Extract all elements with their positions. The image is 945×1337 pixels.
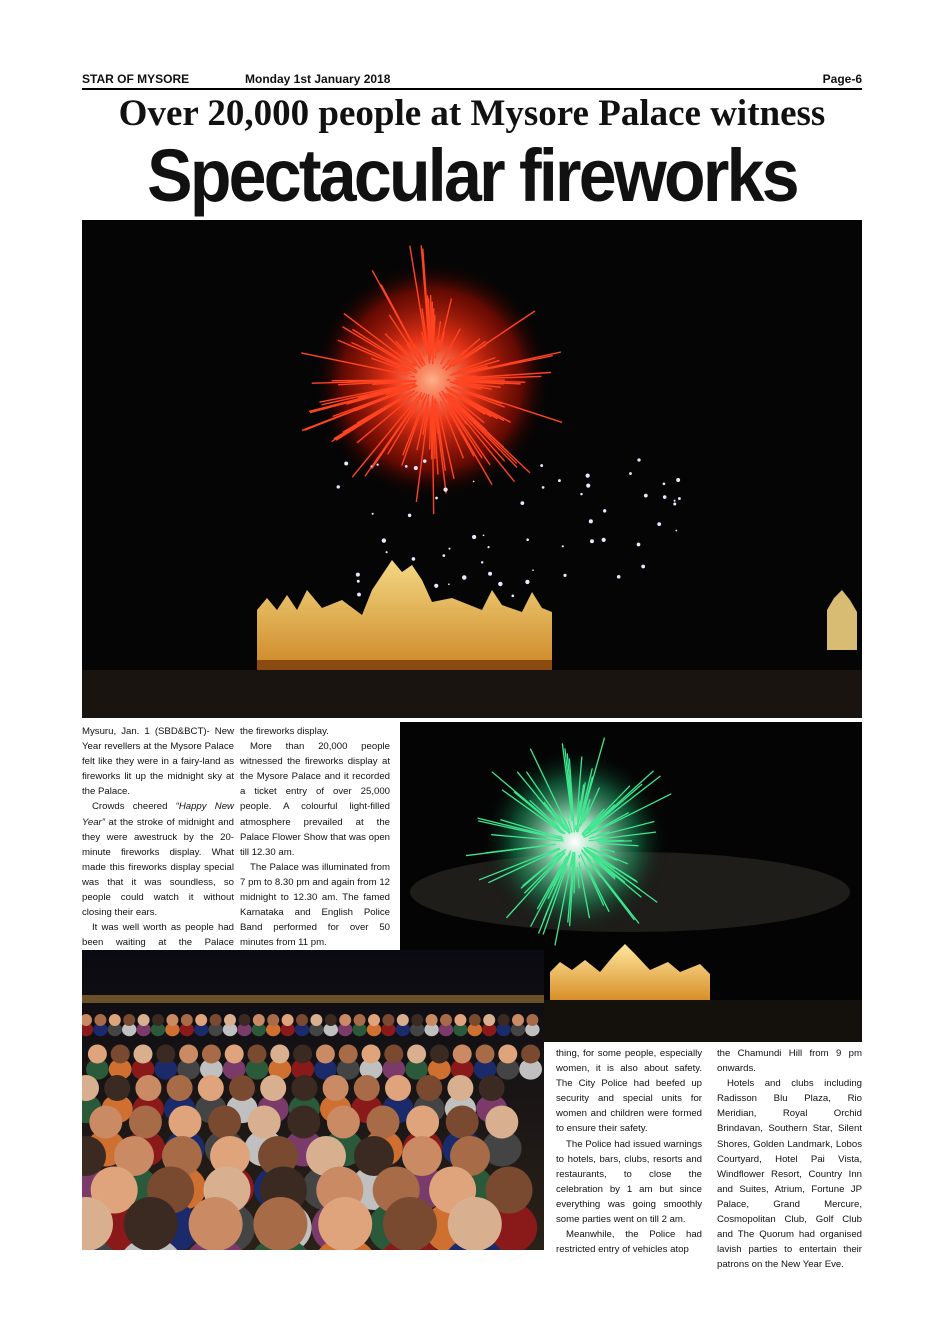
article-column-3: [556, 1046, 702, 1257]
kicker-headline: Over 20,000 people at Mysore Palace witness: [118, 93, 826, 134]
masthead-rule: [82, 88, 862, 90]
newspaper-name: STAR OF MYSORE: [82, 72, 190, 86]
main-fireworks-photo: [82, 220, 862, 718]
article-paragraph: The Police had issued warnings to hotels, bars, clubs, resorts and restaurants, to close the celebration by 1 am but since everything was going smoothly some parties went on till 2 am.: [556, 1138, 702, 1226]
page-number: Page-6: [822, 72, 862, 86]
article-column-2: [240, 724, 390, 966]
article-paragraph: Mysuru, Jan. 1 (SBD&BCT)- New Year revellers at the Mysore Palace felt like they were in a fairy-land as fireworks lit up the midnight sky at the Palace.: [82, 726, 234, 798]
issue-date: Monday 1st January 2018: [245, 72, 391, 86]
article-paragraph: the Chamundi Hill from 9 pm onwards.: [717, 1048, 862, 1075]
article-paragraph: thing, for some people, especially women, it is also about safety. The City Police had beefed up security and special units for women and children were formed to ensure their safety.: [556, 1048, 702, 1135]
article-paragraph: Hotels and clubs including Radisson Blu Plaza, Rio Meridian, Royal Orchid Brindavan, Southern Star, Silent Shores, Golden Landmark, Lobos Courtyard, Hotel Pai Vista, Windflower Resort, Country Inn and Suites, Atrium, Fortune JP Palace, Grand Mercure, Cosmopolitan Club, Golf Club and The Quorum had organised lavish parties to entertain their patrons on the New Year Eve.: [717, 1078, 862, 1271]
article-paragraph: The Palace was illuminated from 7 pm to 8.30 pm and again from 12 midnight to 12.30 am. The famed Karnataka and English Police Band performed for over 50 minutes from 11 pm.: [240, 861, 390, 949]
main-headline: Spectacular fireworks: [147, 134, 797, 217]
article-column-1: [82, 724, 234, 966]
article-paragraph: It was well worth as people had been waiting at the Palace: [82, 922, 234, 949]
article-paragraph: Meanwhile, the Police had restricted entry of vehicles atop: [556, 1229, 702, 1256]
masthead: [82, 72, 862, 88]
quote: “Happy New Year”: [82, 801, 234, 828]
article-paragraph: More than 20,000 people witnessed the fireworks display at the Mysore Palace and it recorded a ticket entry of over 25,000 people. A colourful light-filled atmosphere prevailed at the Palace Flower Show that was open till 12.30 am.: [240, 741, 390, 858]
crowd-photo: [82, 950, 544, 1250]
article-column-4: [717, 1046, 862, 1272]
article-paragraph: Crowds cheered “Happy New Year” at the stroke of midnight and they were awestruck by the 20-minute fireworks display. What made this fireworks display special was that it was soundless, so people could watch it without closing their ears.: [82, 801, 234, 919]
article-paragraph: the fireworks display.: [240, 726, 329, 737]
